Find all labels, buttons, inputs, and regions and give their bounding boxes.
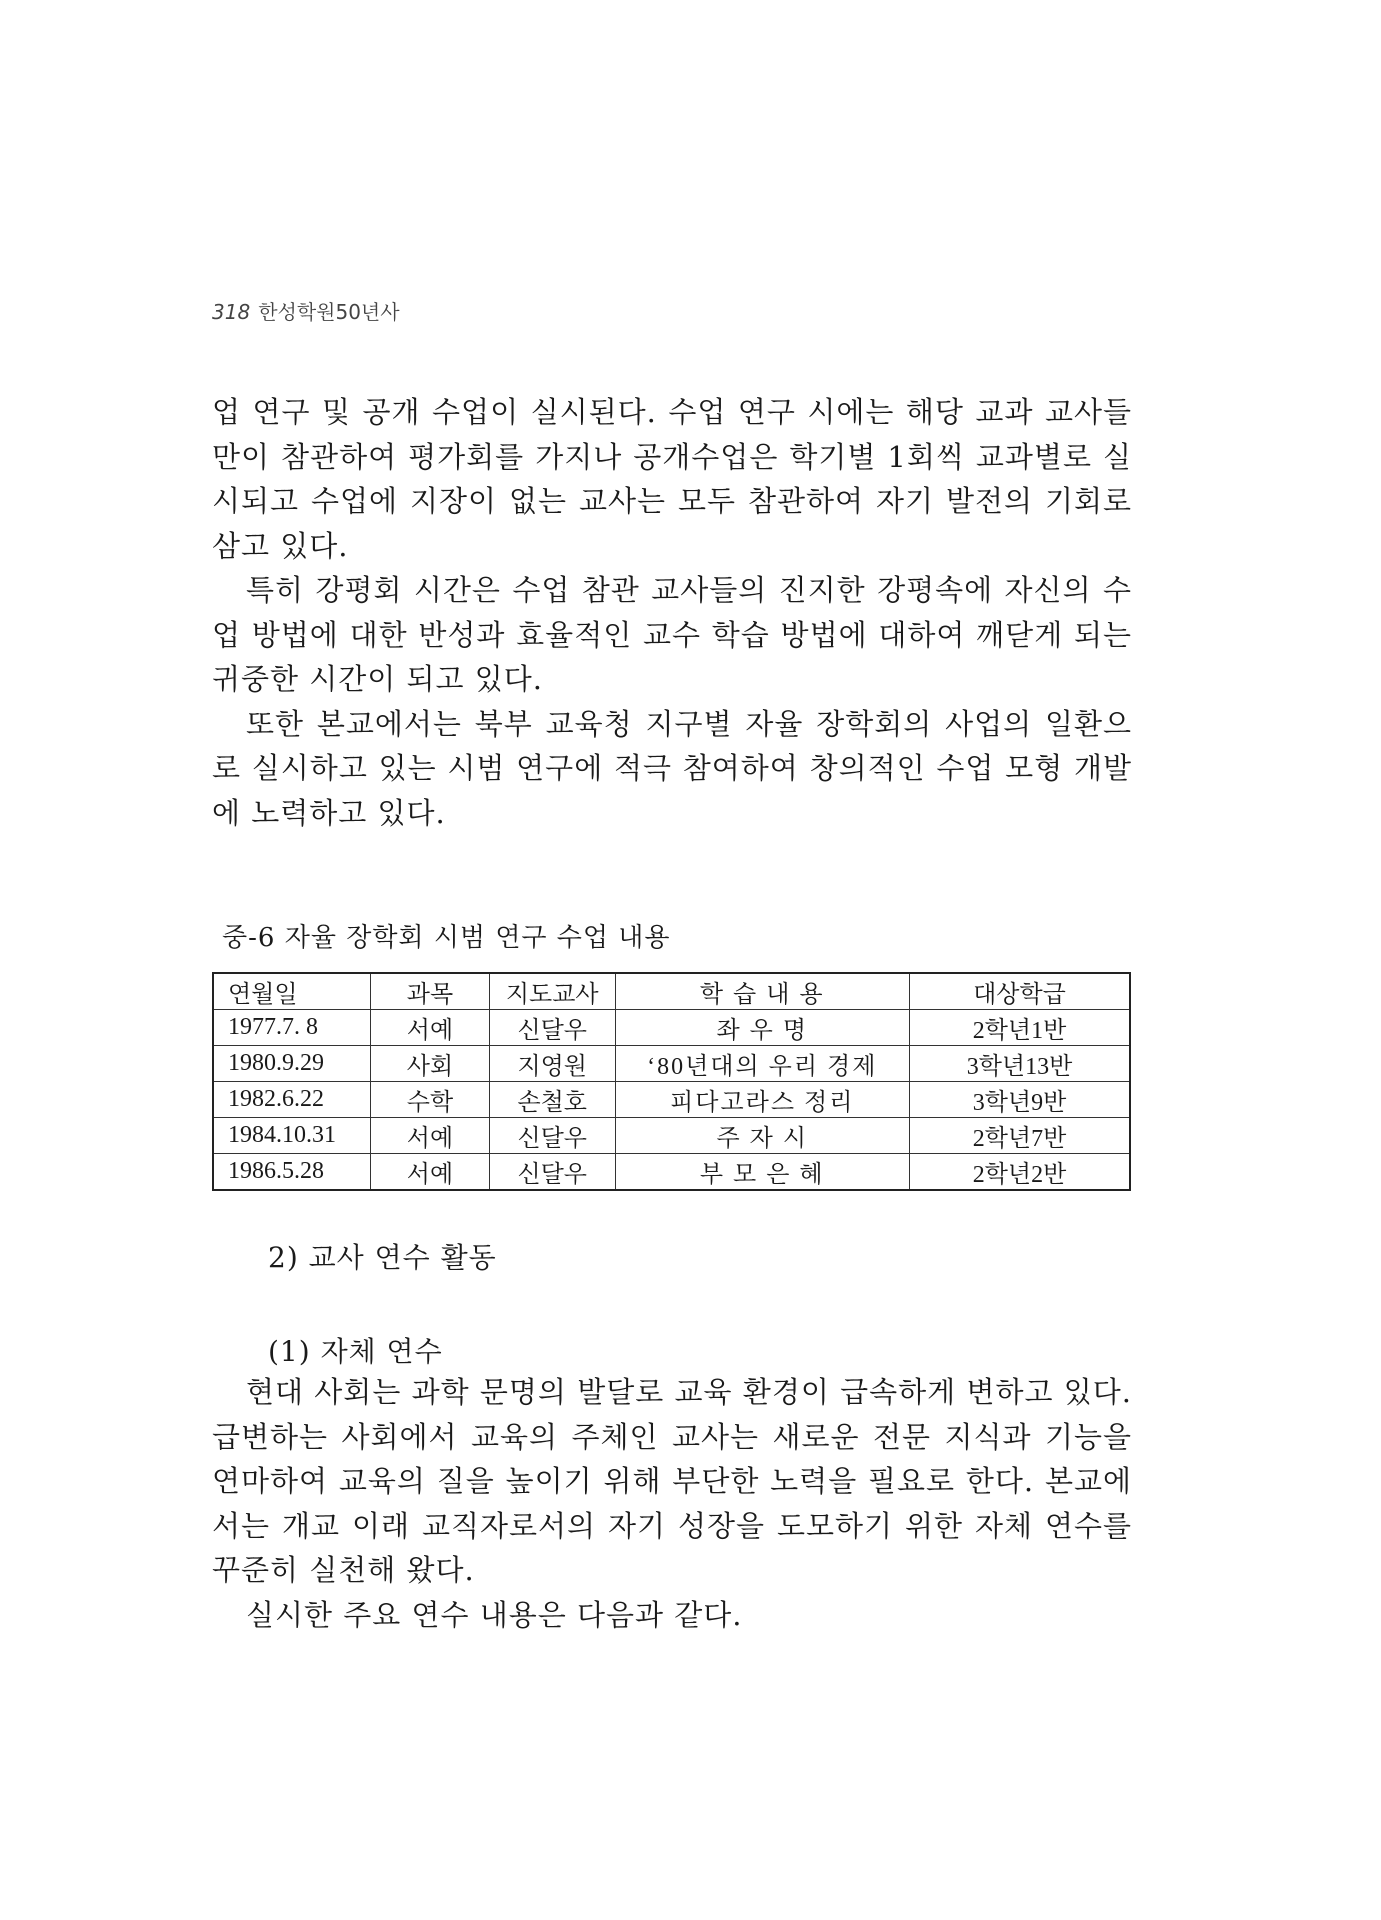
table-row	[213, 1082, 1130, 1118]
cell-class: 2학년1반	[909, 1010, 1130, 1046]
header-content: 학 습 내 용	[615, 973, 909, 1010]
cell-class: 2학년2반	[909, 1154, 1130, 1191]
cell-class: 3학년13반	[909, 1046, 1130, 1082]
cell-class: 2학년7반	[909, 1118, 1130, 1154]
header-teacher: 지도교사	[489, 973, 615, 1010]
paragraph: 업 연구 및 공개 수업이 실시된다. 수업 연구 시에는 해당 교과 교사들만이 참관하여 평가회를 가지나 공개수업은 학기별 1회씩 교과별로 실시되고 수업에 지장이 없는 교사는 모두 참관하여 자기 발전의 기회로 삼고 있다.	[212, 395, 1132, 563]
research-lesson-table	[212, 972, 1131, 1191]
paragraph: 실시한 주요 연수 내용은 다음과 같다.	[246, 1597, 743, 1632]
table-caption: 중-6 자율 장학회 시범 연구 수업 내용	[222, 923, 671, 953]
header-class: 대상학급	[909, 973, 1130, 1010]
intro-text	[212, 390, 1132, 835]
table-row	[213, 1010, 1130, 1046]
cell-date: 1984.10.31	[213, 1118, 371, 1154]
cell-subject: 서예	[371, 1154, 490, 1191]
cell-teacher: 지영원	[489, 1046, 615, 1082]
cell-date: 1977.7. 8	[213, 1010, 371, 1046]
table-row	[213, 1118, 1130, 1154]
page-number: 318	[212, 300, 251, 324]
cell-subject: 사회	[371, 1046, 490, 1082]
cell-subject: 서예	[371, 1010, 490, 1046]
cell-teacher: 손철호	[489, 1082, 615, 1118]
book-title: 한성학원50년사	[258, 300, 400, 324]
section-heading: 2) 교사 연수 활동	[268, 1241, 497, 1274]
cell-teacher: 신달우	[489, 1154, 615, 1191]
subsection-heading: (1) 자체 연수	[268, 1335, 443, 1368]
header-date: 연월일	[213, 973, 371, 1010]
cell-date: 1982.6.22	[213, 1082, 371, 1118]
paragraph: 현대 사회는 과학 문명의 발달로 교육 환경이 급속하게 변하고 있다. 급변하는 사회에서 교육의 주체인 교사는 새로운 전문 지식과 기능을 연마하여 교육의 질을 높이기 위해 부단한 노력을 필요로 한다. 본교에서는 개교 이래 교직자로서의 자기 성장을 도모하기 위한 자체 연수를 꾸준히 실천해 왔다.	[212, 1375, 1132, 1587]
cell-content: 부 모 은 혜	[615, 1154, 909, 1191]
running-head	[212, 296, 400, 325]
cell-content: 피다고라스 정리	[615, 1082, 909, 1118]
cell-content: 좌 우 명	[615, 1010, 909, 1046]
cell-subject: 수학	[371, 1082, 490, 1118]
table-header-row	[213, 973, 1130, 1010]
section-text	[212, 1370, 1132, 1637]
cell-class: 3학년9반	[909, 1082, 1130, 1118]
cell-date: 1986.5.28	[213, 1154, 371, 1191]
cell-date: 1980.9.29	[213, 1046, 371, 1082]
cell-content: ‘80년대의 우리 경제	[615, 1046, 909, 1082]
cell-subject: 서예	[371, 1118, 490, 1154]
table-row	[213, 1046, 1130, 1082]
cell-content: 주 자 시	[615, 1118, 909, 1154]
paragraph: 특히 강평회 시간은 수업 참관 교사들의 진지한 강평속에 자신의 수업 방법에 대한 반성과 효율적인 교수 학습 방법에 대하여 깨닫게 되는 귀중한 시간이 되고 있다.	[212, 573, 1132, 696]
table-row	[213, 1154, 1130, 1191]
cell-teacher: 신달우	[489, 1010, 615, 1046]
paragraph: 또한 본교에서는 북부 교육청 지구별 자율 장학회의 사업의 일환으로 실시하고 있는 시범 연구에 적극 참여하여 창의적인 수업 모형 개발에 노력하고 있다.	[212, 706, 1132, 830]
cell-teacher: 신달우	[489, 1118, 615, 1154]
header-subject: 과목	[371, 973, 490, 1010]
